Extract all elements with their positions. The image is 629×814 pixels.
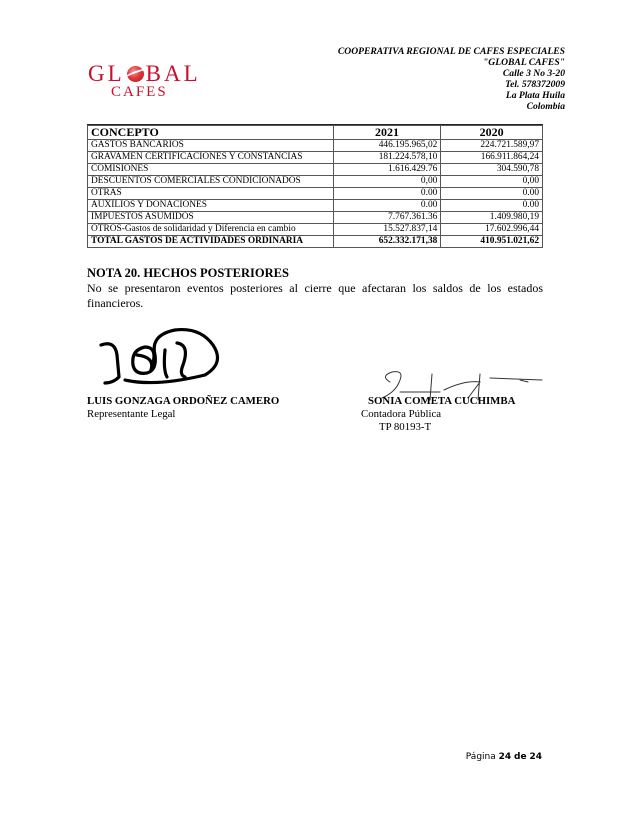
value-2020-cell: 304.590,78 (441, 164, 543, 176)
nota-text: No se presentaron eventos posteriores al cierre que afectaran los saldos de los estados financieros. (87, 281, 543, 310)
table-total-row (88, 236, 543, 248)
of-word: de (514, 752, 527, 762)
legal-representative-role: Representante Legal (87, 408, 176, 420)
value-2020-cell: 0.00 (441, 188, 543, 200)
header-2021: 2021 (333, 126, 441, 140)
value-2021-cell: 0.00 (333, 200, 441, 212)
table-row (88, 224, 543, 236)
table-row (88, 188, 543, 200)
header-concepto: CONCEPTO (88, 126, 334, 140)
logo-subtitle: CAFES (111, 84, 168, 100)
address: Calle 3 No 3-20 (502, 68, 565, 79)
value-2021-cell: 446.195.965,02 (333, 140, 441, 152)
logo-text-bal: BAL (145, 61, 201, 86)
concept-cell: IMPUESTOS ASUMIDOS (88, 212, 334, 224)
value-2021-cell: 1.616.429.76 (333, 164, 441, 176)
signature-legal-representative (95, 325, 225, 390)
logo-wordmark (88, 62, 201, 86)
table-row (88, 176, 543, 188)
concept-cell: AUXILIOS Y DONACIONES (88, 200, 334, 212)
legal-representative-name: LUIS GONZAGA ORDOÑEZ CAMERO (87, 395, 280, 407)
value-2021-cell: 0.00 (333, 188, 441, 200)
table-row (88, 200, 543, 212)
concept-cell: GASTOS BANCARIOS (88, 140, 334, 152)
logo-text-gl: GL (88, 61, 125, 86)
organization-short-name: "GLOBAL CAFES" (482, 57, 565, 68)
table-row (88, 212, 543, 224)
total-pages: 24 (529, 752, 542, 762)
concept-cell: DESCUENTOS COMERCIALES CONDICIONADOS (88, 176, 334, 188)
current-page: 24 (498, 752, 512, 762)
page-word: Página (465, 752, 496, 762)
city: La Plata Huila (505, 90, 565, 101)
header-2020: 2020 (441, 126, 543, 140)
coffee-bean-icon (127, 66, 144, 82)
nota-title: NOTA 20. HECHOS POSTERIORES (87, 266, 289, 280)
value-2020-cell: 410.951.021,62 (441, 236, 543, 248)
value-2020-cell: 0.00 (441, 200, 543, 212)
value-2021-cell: 0,00 (333, 176, 441, 188)
concept-cell: GRAVAMEN CERTIFICACIONES Y CONSTANCIAS (88, 152, 334, 164)
value-2020-cell: 1.409.980,19 (441, 212, 543, 224)
expenses-table (87, 125, 543, 248)
table-row (88, 152, 543, 164)
value-2020-cell: 0,00 (441, 176, 543, 188)
value-2021-cell: 652.332.171,38 (333, 236, 441, 248)
letterhead (338, 46, 565, 112)
concept-cell: TOTAL GASTOS DE ACTIVIDADES ORDINARIA (88, 236, 334, 248)
table-header-row (88, 126, 543, 140)
concept-cell: OTRAS (88, 188, 334, 200)
accountant-license: TP 80193-T (379, 421, 432, 433)
value-2021-cell: 181.224.578,10 (333, 152, 441, 164)
table-row (88, 164, 543, 176)
global-cafes-logo (88, 62, 208, 104)
value-2020-cell: 224.721.589,97 (441, 140, 543, 152)
value-2020-cell: 166.911.864,24 (441, 152, 543, 164)
page-number (466, 752, 542, 762)
value-2020-cell: 17.602.996,44 (441, 224, 543, 236)
value-2021-cell: 15.527.837,14 (333, 224, 441, 236)
concept-cell: COMISIONES (88, 164, 334, 176)
accountant-name: SONIA COMETA CUCHIMBA (368, 395, 516, 407)
organization-name: COOPERATIVA REGIONAL DE CAFES ESPECIALES (337, 46, 565, 57)
phone: Tel. 578372009 (505, 79, 565, 90)
accountant-role: Contadora Pública (361, 408, 442, 420)
value-2021-cell: 7.767.361.36 (333, 212, 441, 224)
concept-cell: OTROS-Gastos de solidaridad y Diferencia en cambio (88, 224, 334, 236)
table-row (88, 140, 543, 152)
country: Colombia (526, 101, 565, 112)
